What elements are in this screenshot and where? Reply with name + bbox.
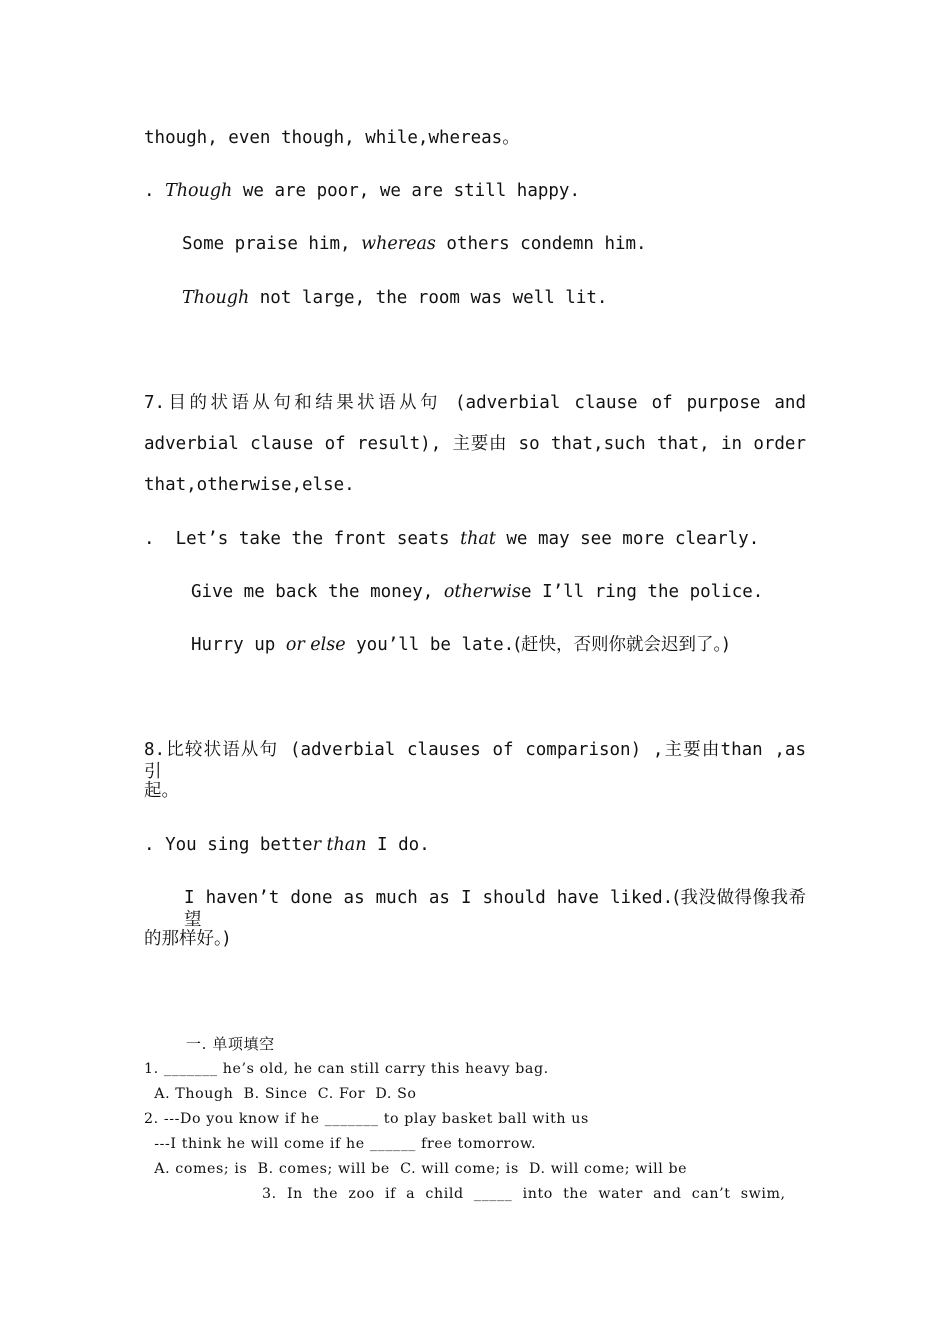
sec6-example-2 — [182, 233, 647, 255]
question-1: 1. _______ he’s old, he can still carry this heavy bag. — [144, 1061, 549, 1077]
question-2-reply: ---I think he will come if he ______ free tomorrow. — [144, 1136, 537, 1152]
ex-text: not large, the room was well lit. — [249, 288, 608, 308]
question-2: 2. ---Do you know if he _______ to play basket ball with us — [144, 1111, 589, 1127]
question-1-options: A. Though B. Since C. For D. So — [144, 1086, 417, 1102]
sec8-example-2 — [184, 887, 806, 931]
sec7-example-2 — [191, 581, 763, 603]
keyword: Though — [182, 288, 250, 308]
sec7-heading-line2: adverbial clause of result), 主要由 so that,such that, in order — [144, 434, 806, 454]
ex-translation: (我没做得像我希望 — [184, 888, 807, 930]
keyword: or else — [285, 635, 346, 655]
ex-prefix: . — [144, 181, 166, 201]
ex-text: I haven’t done as much as I should have liked. — [184, 888, 674, 908]
ex-text: others condemn him. — [435, 234, 647, 254]
sec8-heading-line1: 8.比较状语从句 (adverbial clauses of comparison) ,主要由than ,as 引 — [144, 740, 806, 782]
ex-text: I do. — [366, 835, 430, 855]
sec8-example-1 — [144, 834, 430, 856]
ex-text: . Let’s take the front seats — [144, 529, 461, 549]
ex-translation: (赶快，否则你就会迟到了。) — [514, 635, 730, 655]
ex-text: . You sing bette — [144, 835, 313, 855]
keyword: Though — [165, 181, 233, 201]
ex-text: e I’ll ring the police. — [521, 582, 764, 602]
ex-text: you’ll be late. — [345, 635, 515, 655]
keyword: that — [460, 529, 496, 549]
keyword: otherwis — [443, 582, 521, 602]
ex-text: Some praise him, — [182, 234, 362, 254]
keyword: r than — [312, 835, 367, 855]
keyword: whereas — [361, 234, 436, 254]
ex-text: we may see more clearly. — [495, 529, 760, 549]
question-3: 3. In the zoo if a child _____ into the water and can’t swim, — [262, 1186, 786, 1202]
sec7-example-1 — [144, 528, 759, 550]
sec6-line1: though, even though, while,whereas。 — [144, 128, 520, 148]
sec7-heading-line3: that,otherwise,else. — [144, 475, 355, 495]
sec6-example-1 — [144, 180, 580, 202]
ex-text: we are poor, we are still happy. — [232, 181, 580, 201]
ex-text: Hurry up — [191, 635, 286, 655]
sec7-example-3 — [191, 634, 729, 656]
sec6-example-3 — [182, 287, 607, 309]
sec8-heading-line2: 起。 — [144, 781, 179, 801]
exercise-heading: 一. 单项填空 — [186, 1035, 275, 1053]
question-2-options: A. comes; is B. comes; will be C. will come; is D. will come; will be — [144, 1161, 688, 1177]
sec8-example-2-cont: 的那样好。) — [144, 929, 230, 949]
sec7-heading-line1: 7.目的状语从句和结果状语从句 (adverbial clause of purpose and — [144, 393, 806, 413]
ex-text: Give me back the money, — [191, 582, 444, 602]
